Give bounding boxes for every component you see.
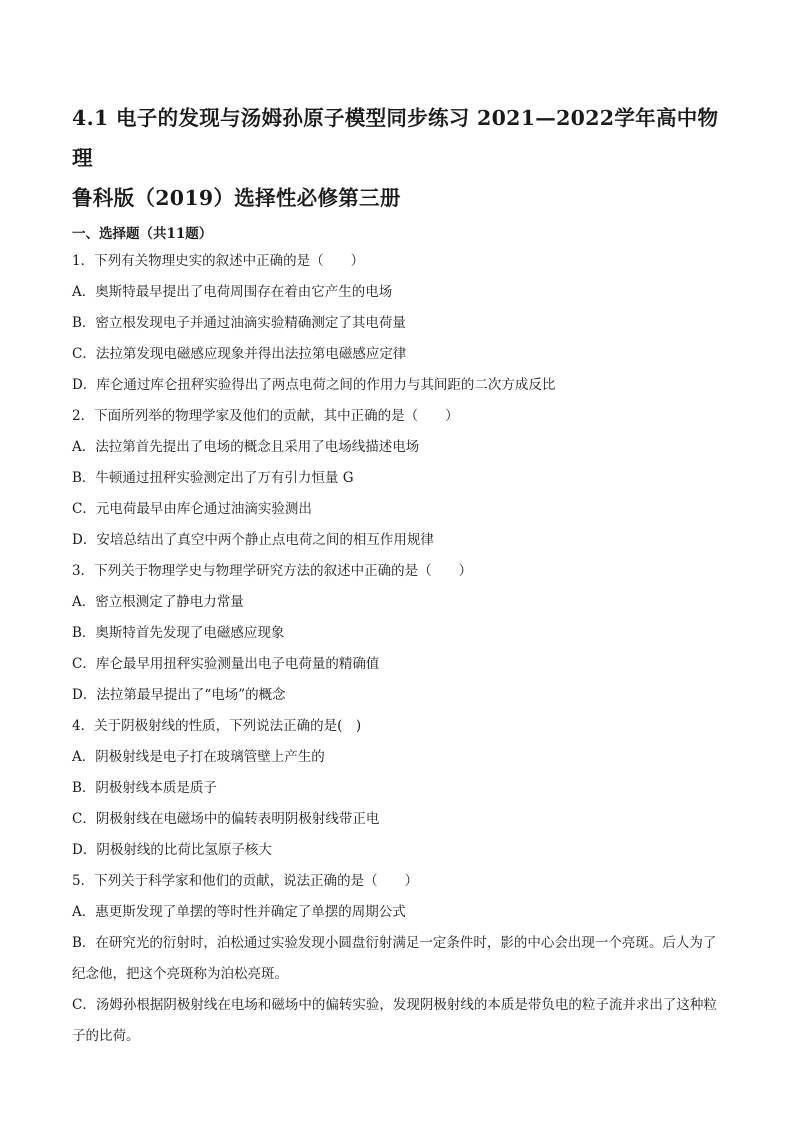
option-d: D．法拉第最早提出了“电场”的概念 [72,687,286,703]
option-d: D．阴极射线的比荷比氢原子核大 [72,842,272,858]
question-stem: 3．下列关于物理学史与物理学研究方法的叙述中正确的是（ ） [72,563,473,579]
option-b: B．密立根发现电子并通过油滴实验精确测定了其电荷量 [72,315,406,331]
question-stem: 1．下列有关物理史实的叙述中正确的是（ ） [72,253,365,269]
question-stem: 5．下列关于科学家和他们的贡献，说法正确的是（ ） [72,873,419,889]
title-line-2: 鲁科版（2019）选择性必修第三册 [72,186,401,210]
question-3 [72,556,722,711]
option-a: A．阴极射线是电子打在玻璃管壁上产生的 [72,749,325,765]
option-b: B．奥斯特首先发现了电磁感应现象 [72,625,285,641]
document-page [72,98,722,1052]
question-1 [72,246,722,401]
option-d: D．安培总结出了真空中两个静止点电荷之间的相互作用规律 [72,532,434,548]
option-c: C．阴极射线在电磁场中的偏转表明阴极射线带正电 [72,811,380,827]
question-stem: 2．下面所列举的物理学家及他们的贡献，其中正确的是（ ） [72,408,459,424]
option-c: C．汤姆孙根据阴极射线在电场和磁场中的偏转实验，发现阴极射线的本质是带负电的粒子流并求出了这种粒子的比荷。 [72,997,717,1044]
option-a: A．惠更斯发现了单摆的等时性并确定了单摆的周期公式 [72,904,406,920]
option-c: C．法拉第发现电磁感应现象并得出法拉第电磁感应定律 [72,346,407,362]
option-c: C．库仑最早用扭秤实验测量出电子电荷量的精确值 [72,656,380,672]
option-b: B．阴极射线本质是质子 [72,780,217,796]
option-a: A．法拉第首先提出了电场的概念且采用了电场线描述电场 [72,439,420,455]
section-heading: 一、选择题（共11题） [72,226,213,242]
question-5 [72,866,722,1052]
option-c: C．元电荷最早由库仑通过油滴实验测出 [72,501,312,517]
question-stem: 4．关于阴极射线的性质，下列说法正确的是( ) [72,718,362,734]
option-a: A．密立根测定了静电力常量 [72,594,244,610]
option-d: D．库仑通过库仑扭秤实验得出了两点电荷之间的作用力与其间距的二次方成反比 [72,377,556,393]
option-b: B．在研究光的衍射时，泊松通过实验发现小圆盘衍射满足一定条件时，影的中心会出现一个亮斑。后人为了纪念他，把这个亮斑称为泊松亮斑。 [72,935,717,982]
title-line-1: 4.1 电子的发现与汤姆孙原子模型同步练习 2021—2022学年高中物理 [72,106,719,170]
option-a: A．奥斯特最早提出了电荷周围存在着由它产生的电场 [72,284,393,300]
option-b: B．牛顿通过扭秤实验测定出了万有引力恒量 G [72,470,354,486]
question-4 [72,711,722,866]
question-2 [72,401,722,556]
document-title [72,98,722,218]
